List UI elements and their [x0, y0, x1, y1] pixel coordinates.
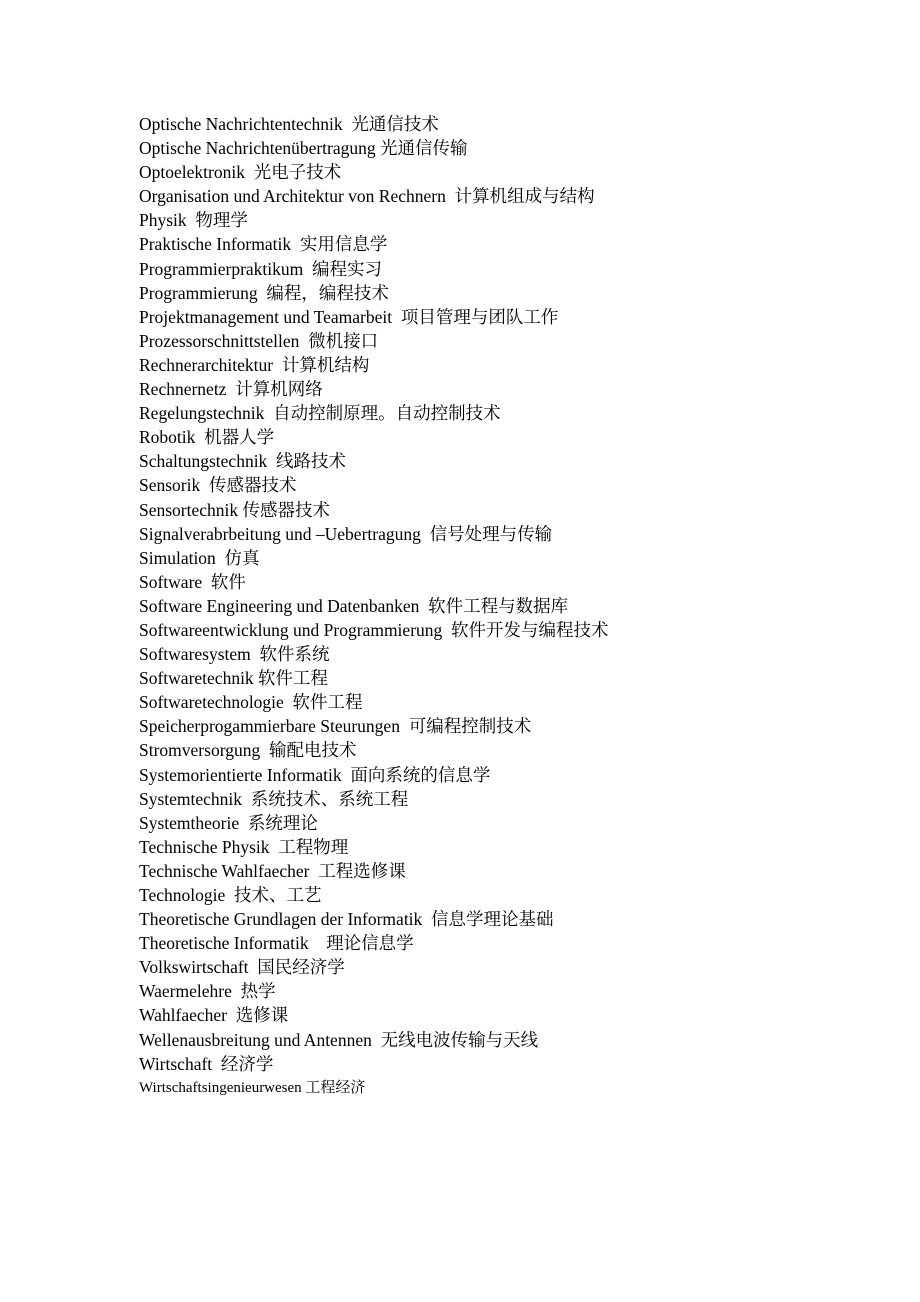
glossary-line: Wahlfaecher 选修课 — [139, 1005, 289, 1026]
glossary-line: Programmierung 编程，编程技术 — [139, 282, 389, 303]
glossary-line: Wirtschaft 经济学 — [139, 1053, 274, 1074]
glossary-line: Technologie 技术、工艺 — [139, 885, 322, 905]
glossary-line: Stromversorgung 输配电技术 — [139, 740, 357, 761]
glossary-line: Programmierpraktikum 编程实习 — [139, 258, 383, 279]
glossary-line: Optische Nachrichtentechnik 光通信技术 — [139, 114, 439, 134]
glossary-line: Systemtheorie 系统理论 — [139, 812, 318, 833]
glossary-line: Simulation 仿真 — [139, 547, 260, 568]
glossary-line: Optoelektronik 光电子技术 — [139, 162, 342, 183]
glossary-line: Projektmanagement und Teamarbeit 项目管理与团队工作 — [139, 306, 559, 327]
glossary-line: Organisation und Architektur von Rechnern 计算机组成与结构 — [139, 186, 595, 207]
glossary-line: Rechnerarchitektur 计算机结构 — [139, 354, 370, 375]
glossary-line: Robotik 机器人学 — [139, 427, 275, 448]
glossary-line: Softwaretechnologie 软件工程 — [139, 692, 363, 713]
glossary-line: Wellenausbreitung und Antennen 无线电波传输与天线 — [139, 1029, 539, 1050]
glossary-line: Schaltungstechnik 线路技术 — [139, 451, 347, 472]
glossary-line: Volkswirtschaft 国民经济学 — [139, 957, 345, 978]
glossary-line: Speicherprogammierbare Steurungen 可编程控制技术 — [139, 716, 532, 737]
glossary-line: Technische Wahlfaecher 工程选修课 — [139, 860, 406, 881]
glossary-line: Optische Nachrichtenübertragung 光通信传输 — [139, 138, 468, 159]
glossary-term-list — [139, 112, 609, 1100]
glossary-line: Regelungstechnik 自动控制原理。自动控制技术 — [139, 403, 501, 424]
glossary-line: Technische Physik 工程物理 — [139, 836, 349, 857]
glossary-line: Systemtechnik 系统技术、系统工程 — [139, 788, 409, 809]
glossary-line: Sensorik 传感器技术 — [139, 475, 297, 496]
glossary-line: Rechnernetz 计算机网络 — [139, 379, 323, 400]
glossary-line: Theoretische Grundlagen der Informatik 信息学理论基础 — [139, 909, 554, 930]
glossary-line: Software Engineering und Datenbanken 软件工程与数据库 — [139, 595, 569, 616]
glossary-line: Systemorientierte Informatik 面向系统的信息学 — [139, 764, 491, 785]
glossary-line: Softwaretechnik 软件工程 — [139, 668, 329, 689]
glossary-line: Signalverabrbeitung und –Uebertragung 信号处理与传输 — [139, 523, 553, 544]
glossary-line: Sensortechnik 传感器技术 — [139, 499, 331, 520]
glossary-line: Prozessorschnittstellen 微机接口 — [139, 330, 379, 351]
glossary-line: Software 软件 — [139, 571, 246, 592]
glossary-line: Softwaresystem 软件系统 — [139, 644, 330, 665]
glossary-line: Waermelehre 热学 — [139, 981, 276, 1002]
glossary-line: Theoretische Informatik 理论信息学 — [139, 933, 414, 954]
glossary-line: Softwareentwicklung und Programmierung 软件开发与编程技术 — [139, 619, 609, 640]
glossary-line: Praktische Informatik 实用信息学 — [139, 234, 388, 255]
glossary-line: Physik 物理学 — [139, 210, 248, 231]
glossary-line: Wirtschaftsingenieurwesen 工程经济 — [139, 1079, 366, 1096]
